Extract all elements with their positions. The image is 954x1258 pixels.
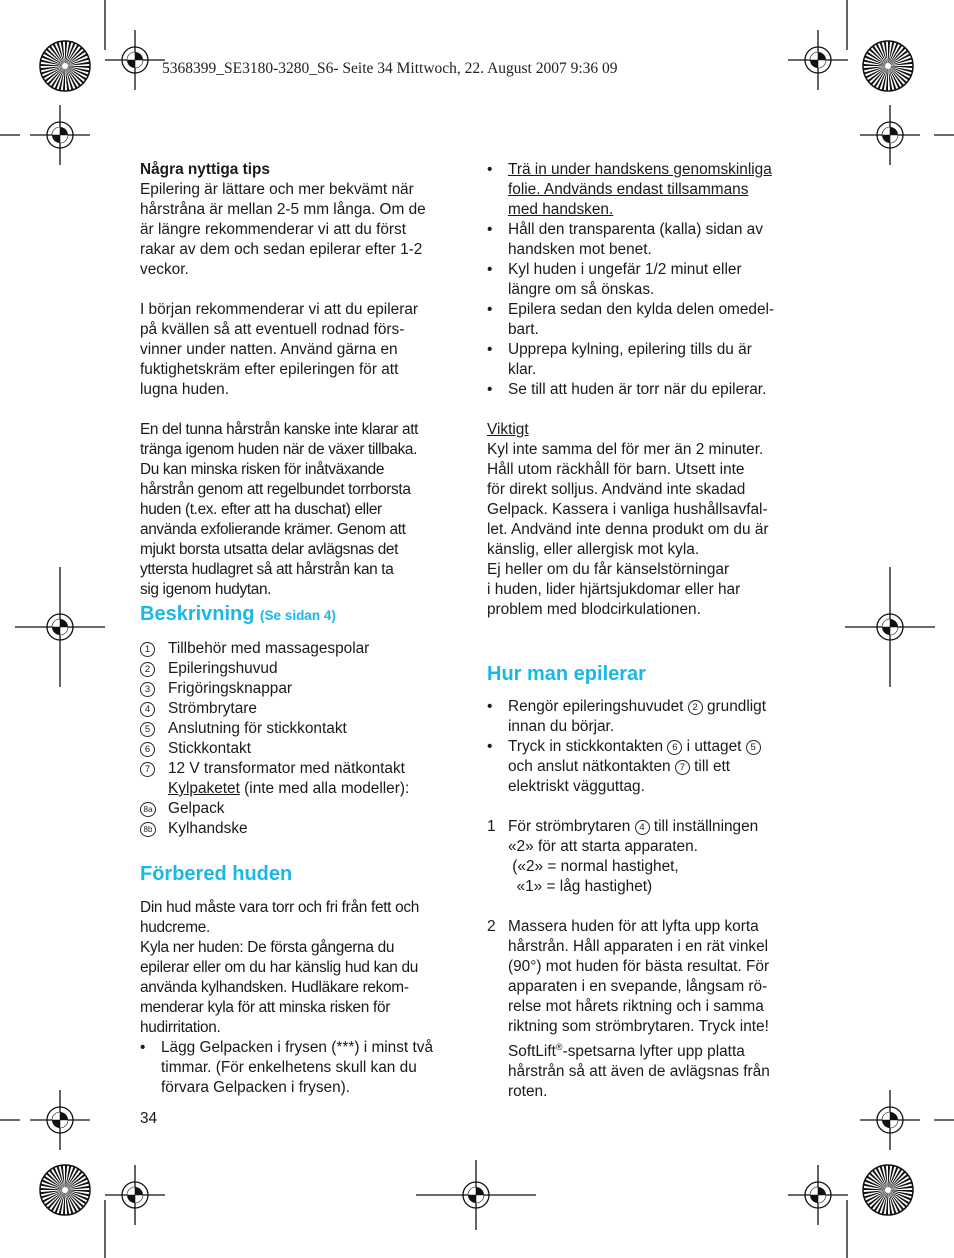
starburst-mark xyxy=(40,41,90,91)
list-item: • Håll den transparenta (kalla) sidan av handsken mot benet. xyxy=(487,220,817,260)
parts-list xyxy=(140,639,470,839)
viktigt-paragraph: Kyl inte samma del för mer än 2 minuter. Håll utom räckhåll för barn. Utsett inte för direkt solljus. Andvänd inte skadad Gelpack. Kassera i vanliga hushållsavfal- let. Andvänd inte denna produkt om du är känslig, eller allergisk mot kyla. Ej heller om du får känselstörningar i huden, lider hjärtsjukdomar eller har problem med blodcirkulationen. xyxy=(487,441,769,618)
crosshair-mark xyxy=(845,567,935,687)
crosshair-mark xyxy=(788,1165,848,1225)
crosshair-mark xyxy=(860,105,920,165)
list-item: 2 Epileringshuvud xyxy=(140,659,470,679)
list-item: Kylpaketet (inte med alla modeller): xyxy=(168,780,410,797)
forbered-heading: Förbered huden xyxy=(140,863,293,885)
forbered-section xyxy=(140,862,470,1098)
list-item: • Upprepa kylning, epilering tills du är klar. xyxy=(487,340,817,380)
step-1: 1 För strömbrytaren 4 till inställningen «2» för att starta apparaten. («2» = normal hastighet, «1» = låg hastighet) xyxy=(487,818,759,895)
list-item: 7 12 V transformator med nätkontakt xyxy=(140,759,470,779)
left-column xyxy=(140,160,470,600)
crosshair-mark xyxy=(105,30,165,90)
list-item: 1 Tillbehör med massagespolar xyxy=(140,639,470,659)
list-item: 8a Gelpack xyxy=(140,799,470,819)
list-item: • Lägg Gelpacken i frysen (***) i minst två timmar. (För enkelhetens skull kan du förvara Gelpacken i frysen). xyxy=(140,1038,470,1098)
list-item: 6 Stickkontakt xyxy=(140,739,470,759)
list-item: • Kyl huden i ungefär 1/2 minut eller längre om så önskas. xyxy=(487,260,817,300)
list-item: • Se till att huden är torr när du epilerar. xyxy=(487,380,817,400)
list-item: 5 Anslutning för stickkontakt xyxy=(140,719,470,739)
hur-section xyxy=(487,662,817,1102)
print-header: 5368399_SE3180-3280_S6- Seite 34 Mittwoch, 22. August 2007 9:36 09 xyxy=(162,60,618,77)
crosshair-mark xyxy=(860,1090,920,1150)
crosshair-mark xyxy=(30,105,90,165)
list-item: • Rengör epileringshuvudet 2 grundligt innan du börjar. xyxy=(487,697,817,737)
tips-paragraph-3: En del tunna hårstrån kanske inte klarar att tränga igenom huden när de växer tillbaka. Du kan minska risken för inåtväxande hårstrån genom att regelbundet torrborsta huden (t.ex. efter att ha duschat) eller använda exfolierande krämer. Genom att mjukt borsta utsatta delar avlägsnas det yttersta hudlagret så att hårstrån kan ta sig igenom hudytan. xyxy=(140,421,419,598)
list-item: • Trä in under handskens genomskinliga folie. Andvänds endast tillsammans med handsken. xyxy=(487,160,817,220)
tips-paragraph-1: Epilering är lättare och mer bekvämt när hårstråna är mellan 2-5 mm långa. Om de är längre rekommenderar vi att du först rakar av dem och sedan epilerar efter 1-2 veckor. xyxy=(140,181,426,278)
list-item: 3 Frigöringsknappar xyxy=(140,679,470,699)
starburst-mark xyxy=(40,1165,90,1215)
list-item: • Tryck in stickkontakten 6 i uttaget 5 och anslut nätkontakten 7 till ett elektriskt vägguttag. xyxy=(487,737,817,797)
crosshair-mark xyxy=(105,1165,165,1225)
beskrivning-heading: Beskrivning (Se sidan 4) xyxy=(140,603,336,625)
forbered-paragraph: Din hud måste vara torr och fri från fett och hudcreme. Kyla ner huden: De första gångerna du epilerar eller om du har känslig hud kan du använda kylhandsken. Hudläkare rekom- menderar kyla för att minska risken för hudirritation. xyxy=(140,899,420,1036)
right-column xyxy=(487,160,817,620)
starburst-mark xyxy=(863,41,913,91)
crosshair-mark xyxy=(788,30,848,90)
viktigt-title: Viktigt xyxy=(487,421,529,438)
crosshair-mark xyxy=(30,1090,90,1150)
list-item: 4 Strömbrytare xyxy=(140,699,470,719)
starburst-mark xyxy=(863,1165,913,1215)
crosshair-mark xyxy=(416,1160,536,1230)
kylpaket-label: Kylpaketet xyxy=(168,780,240,797)
beskrivning-section xyxy=(140,602,470,839)
tips-paragraph-2: I början rekommenderar vi att du epilerar på kvällen så att eventuell rodnad förs- vinner under natten. Använd gärna en fuktighetskräm efter epileringen för att lugna huden. xyxy=(140,301,419,398)
tips-title: Några nyttiga tips xyxy=(140,161,270,178)
hur-heading: Hur man epilerar xyxy=(487,663,646,685)
list-item: • Epilera sedan den kylda delen omedel- bart. xyxy=(487,300,817,340)
step-2: 2 Massera huden för att lyfta upp korta hårstrån. Håll apparaten i en rät vinkel (90°) mot huden för bästa resultat. För apparaten i en svepande, långsam rö- relse mot hårets riktning och i samma riktning som strömbrytaren. Tryck inte! SoftLift®-spetsarna lyfter upp platta hårstrån så att även de avlägsnas från roten. xyxy=(487,918,770,1101)
list-item: 8b Kylhandske xyxy=(140,819,470,839)
beskrivning-page-ref: (Se sidan 4) xyxy=(260,608,336,623)
page-number: 34 xyxy=(140,1110,158,1127)
crosshair-mark xyxy=(15,567,105,687)
